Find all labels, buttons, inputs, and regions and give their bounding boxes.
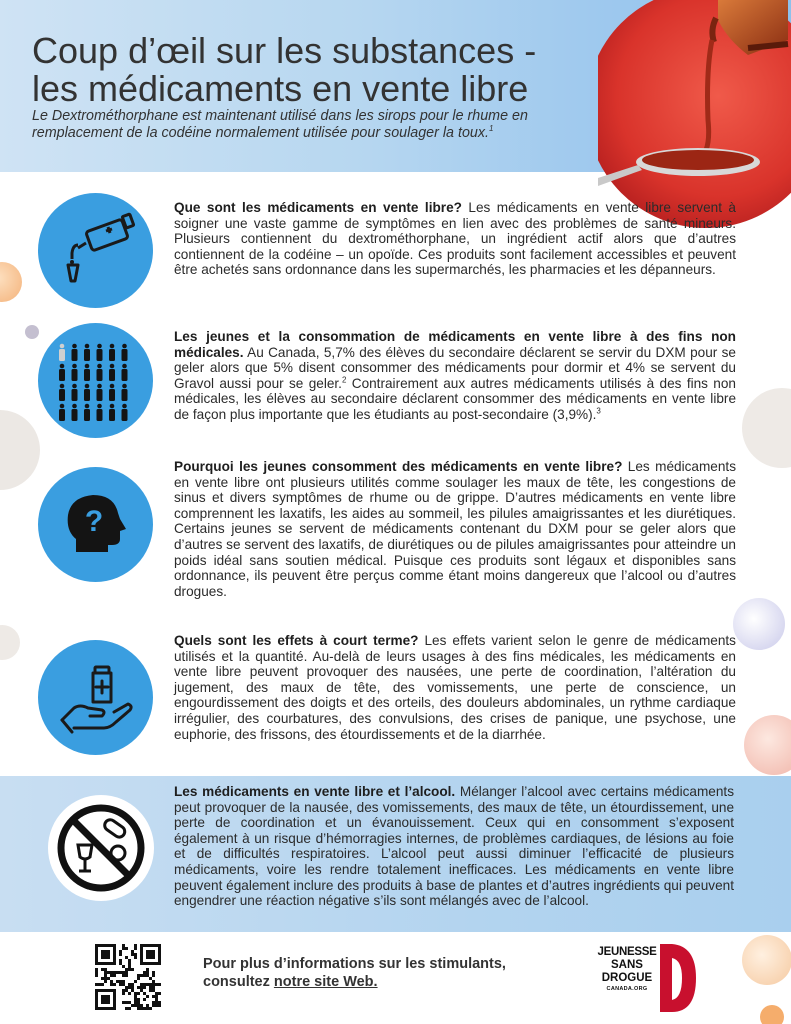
person-figure xyxy=(97,384,103,401)
person-figure xyxy=(97,364,103,381)
subtitle-footnote-ref: 1 xyxy=(488,124,494,134)
person-figure xyxy=(59,344,65,361)
logo-line-4: CANADA.ORG xyxy=(606,986,648,992)
person-figure xyxy=(72,364,78,381)
qr-code-icon[interactable] xyxy=(95,944,161,1010)
section-short-term-effects xyxy=(174,633,736,742)
person-figure xyxy=(109,404,115,421)
website-link[interactable]: notre site Web. xyxy=(273,974,378,990)
footnote-ref-3: 3 xyxy=(596,406,601,416)
decor-bubble-gray-right xyxy=(742,388,791,468)
logo-line-3: DROGUE xyxy=(601,972,653,984)
title-line-1: Coup d’œil sur les substances - xyxy=(32,30,537,71)
svg-text:?: ? xyxy=(84,505,104,538)
section-body-part-2: Contrairement aux autres médicaments utilisés à des fins non médicales, les élèves au secondaire déclarent consommer des médicaments en vente libre de façon plus importante que les étudiants au post-secondaire (3,9%). xyxy=(174,375,736,422)
person-figure xyxy=(97,344,103,361)
decor-bubble-gray-left-large xyxy=(0,410,40,490)
people-statistic-icon xyxy=(38,323,153,438)
section-body-part-1: Au Canada, 5,7% des élèves du secondaire déclarent se servir du DXM pour se geler alors que 5% disent consommer des médicaments pour dormir et 4% se servent du Gravol aussi pour se geler. xyxy=(174,344,736,391)
decor-bubble-orange-bottom xyxy=(760,1005,784,1024)
page-subtitle xyxy=(32,108,577,142)
decor-bubble-gray-left-mid xyxy=(0,625,20,660)
section-body: Les effets varient selon le genre de médicaments utilisés et la quantité. Au-delà de leurs usages à des fins médicales, les médicaments en vente libre peuvent provoquer des nausées, une perte de coordination, l’altération du jugement, des maux de tête, des vomissements, une perte de conscience, un engourdissement des doigts et des orteils, des douleurs abdominales, un rythme cardiaque irrégulier, des courbatures, des convulsions, des crises de panique, une psychose, une euphorie, des frissons, des étourdissements et de la diarrhée. xyxy=(174,633,736,742)
section-body: Les médicaments en vente libre ont plusieurs utilités comme soulager les maux de tête, les congestions de sinus et divers symptômes de rhume ou de grippe. D’autres médicaments en vente libre comprennent les laxatifs, les aides au sommeil, les pilules amaigrissantes et les diurétiques. Certains jeunes se servent de médicaments contenant du DXM pour se geler alors que d’autres se servent des laxatifs, de diurétiques ou de pilules amaigrissantes pour atteindre un poids idéal sans soutien médical. Puisque ces produits sont légaux et disponibles sans ordonnance, ils peuvent être perçus comme étant moins dangereux que l’alcool ou d’autres drogues. xyxy=(174,459,736,599)
section-heading: Les jeunes et la consommation de médicaments en vente libre à des fins non médicales. xyxy=(174,329,736,360)
footnote-ref-2: 2 xyxy=(341,375,347,385)
jeunesse-sans-drogue-logo xyxy=(594,942,704,1014)
logo-line-1: JEUNESSE xyxy=(597,946,657,958)
subtitle-text: Le Dextrométhorphane est maintenant utilisé dans les sirops pour le rhume en remplacement de la codéine normalement utilisée pour soulager la toux. xyxy=(32,108,528,141)
decor-bubble-peach-right xyxy=(744,715,791,775)
section-body: Les médicaments en vente libre servent à soigner une vaste gamme de symptômes en lien avec des problèmes de santé mineurs. Plusieurs contiennent du dextrométhorphane, un ingrédient actif alors que d’autres contiennent de la codéine – un opoïde. Ces produits sont facilement accessibles et peuvent être achetés sans ordonnance dans les supermarchés, les pharmacies et les dépanneurs. xyxy=(174,200,736,278)
person-figure xyxy=(84,404,90,421)
person-figure xyxy=(72,344,78,361)
title-line-2: les médicaments en vente libre xyxy=(32,68,529,109)
person-figure xyxy=(122,404,128,421)
hand-medicine-icon xyxy=(38,640,153,755)
head-question-icon xyxy=(38,467,153,582)
section-heading: Quels sont les effets à court terme? xyxy=(174,633,419,648)
person-figure xyxy=(84,344,90,361)
decor-bubble-orange-left xyxy=(0,262,22,302)
no-alcohol-pills-icon xyxy=(48,795,154,901)
section-heading: Pourquoi les jeunes consomment des médicaments en vente libre? xyxy=(174,459,623,474)
person-figure xyxy=(84,364,90,381)
section-body: Mélanger l’alcool avec certains médicaments peut provoquer de la nausée, des vomissements, des maux de tête, un étourdissement, une perte de coordination et un évanouissement. Ceux qui en consomment s’exposent également à un risque d’hémorragies internes, de problèmes cardiaques, de lésions au foie et de difficultés respiratoires. L’alcool peut aussi diminuer l’efficacité de plusieurs médicaments, voire les rendre totalement inefficaces. Les médicaments en vente libre peuvent également inclure des produits à base de plantes et d’autres ingrédients qui peuvent engendrer une réaction négative s’ils sont mélangés avec de l’alcool. xyxy=(174,784,734,909)
person-figure xyxy=(109,364,115,381)
section-alcohol xyxy=(174,784,734,909)
decor-bubble-peach-bottom xyxy=(742,935,791,985)
person-figure xyxy=(84,384,90,401)
medicine-bottle-pour-icon xyxy=(38,193,153,308)
logo-wordmark xyxy=(594,946,660,993)
section-heading: Que sont les médicaments en vente libre? xyxy=(174,200,462,215)
footer-line-2-prefix: consultez xyxy=(203,974,274,990)
person-figure xyxy=(72,384,78,401)
person-figure xyxy=(59,384,65,401)
person-figure xyxy=(122,384,128,401)
page-title xyxy=(32,32,572,108)
logo-d-letter xyxy=(658,942,698,1014)
logo-line-2: SANS xyxy=(611,959,643,971)
footer-line-1: Pour plus d’informations sur les stimulants, xyxy=(203,956,506,972)
person-figure xyxy=(97,404,103,421)
person-figure xyxy=(122,364,128,381)
decor-bubble-purple-right xyxy=(733,598,785,650)
footer-more-info xyxy=(203,955,563,991)
section-why-youth xyxy=(174,459,736,599)
section-otc-definition xyxy=(174,200,736,278)
person-figure xyxy=(109,344,115,361)
person-figure xyxy=(59,364,65,381)
person-figure xyxy=(72,404,78,421)
section-youth-consumption xyxy=(174,329,736,423)
section-heading: Les médicaments en vente libre et l’alcool. xyxy=(174,784,456,799)
decor-bubble-gray-left-small xyxy=(25,325,39,339)
person-figure xyxy=(59,404,65,421)
person-figure xyxy=(109,384,115,401)
person-figure xyxy=(122,344,128,361)
